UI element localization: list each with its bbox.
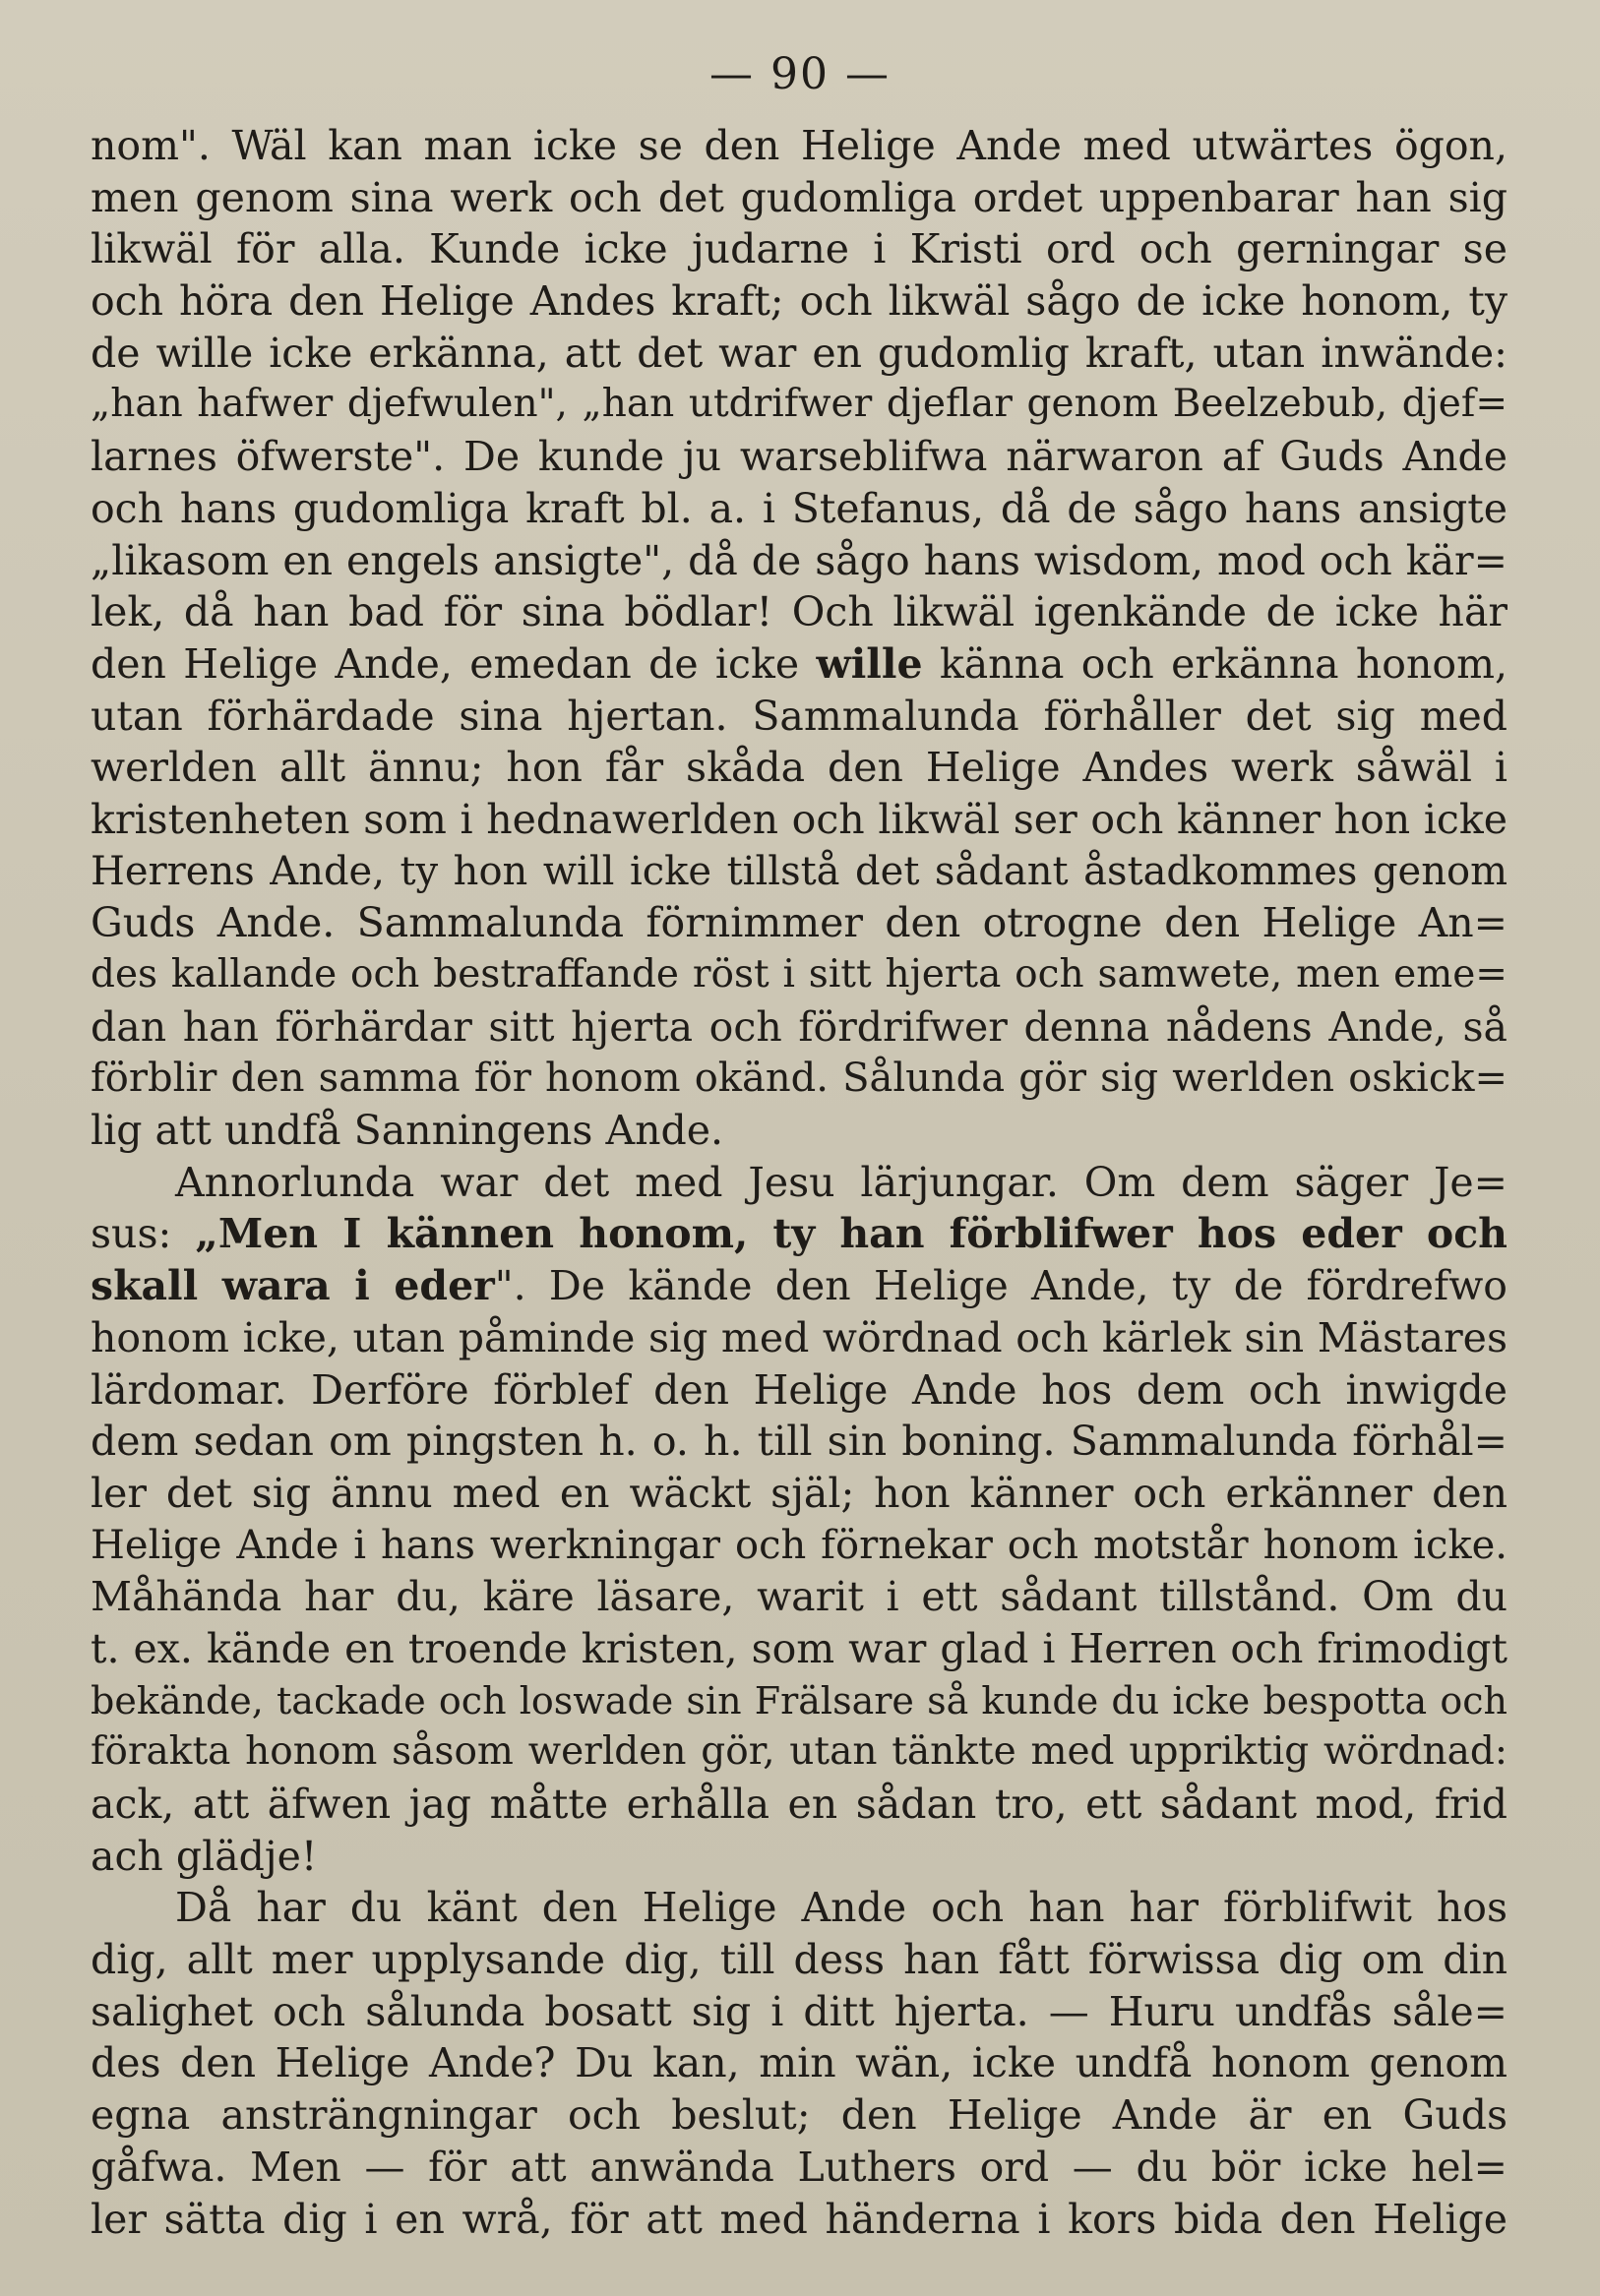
text-line: lek, då han bad för sina bödlar! Och likwäl igenkände de icke här	[91, 588, 1508, 636]
text-line: de wille icke erkänna, att det war en gudomlig kraft, utan inwände:	[91, 329, 1508, 377]
text-segment: känna och erkänna honom,	[922, 639, 1508, 688]
text-line: Herrens Ande, ty hon will icke tillstå det sådant åstadkommes genom	[91, 848, 1508, 894]
text-line: förblir den samma för honom okänd. Sålunda gör sig werlden oskick=	[91, 1056, 1508, 1102]
text-line: „likasom en engels ansigte", då de sågo hans wisdom, mod och kär=	[91, 536, 1508, 584]
text-line: men genom sina werk och det gudomliga ordet uppenbarar han sig	[91, 173, 1508, 221]
text-line: ler det sig ännu med en wäckt själ; hon känner och erkänner den	[91, 1469, 1508, 1517]
text-line: honom icke, utan påminde sig med wördnad och kärlek sin Mästares	[91, 1313, 1508, 1361]
text-line: förakta honom såsom werlden gör, utan tänkte med uppriktig wördnad:	[91, 1729, 1508, 1775]
text-line	[91, 1260, 1508, 1312]
body-text	[91, 120, 1508, 2245]
text-line: werlden allt ännu; hon får skåda den Helige Andes werk såwäl i	[91, 744, 1508, 792]
text-line: bekände, tackade och loswade sin Frälsare så kunde du icke bespotta och	[91, 1678, 1508, 1722]
text-line: larnes öfwerste". De kunde ju warseblifwa närwaron af Guds Ande	[91, 433, 1508, 481]
text-line: utan förhärdade sina hjertan. Sammalunda förhåller det sig med	[91, 692, 1508, 740]
text-line: ler sätta dig i en wrå, för att med händerna i kors bida den Helige	[91, 2195, 1508, 2243]
text-line: lig att undfå Sanningens Ande.	[91, 1107, 724, 1155]
text-line: ack, att äfwen jag måtte erhålla en sådan tro, ett sådant mod, frid	[91, 1781, 1508, 1828]
text-line: lärdomar. Derföre förblef den Helige Ande hos dem och inwigde	[91, 1365, 1508, 1414]
text-line: „han hafwer djefwulen", „han utdrifwer djeflar genom Beelzebub, djef=	[91, 382, 1508, 427]
text-line: dem sedan om pingsten h. o. h. till sin boning. Sammalunda förhål=	[91, 1418, 1508, 1466]
text-line: Måhända har du, käre läsare, warit i ett sådant tillstånd. Om du	[91, 1573, 1508, 1621]
text-line: och höra den Helige Andes kraft; och likwäl sågo de icke honom, ty	[91, 277, 1508, 326]
text-line: salighet och sålunda bosatt sig i ditt hjerta. — Huru undfås såle=	[91, 1987, 1508, 2035]
text-line: des kallande och bestraffande röst i sitt hjerta och samwete, men eme=	[91, 952, 1508, 997]
text-line: des den Helige Ande? Du kan, min wän, icke undfå honom genom	[91, 2039, 1508, 2087]
text-line: Guds Ande. Sammalunda förnimmer den otrogne den Helige An=	[91, 899, 1508, 947]
text-segment: den Helige Ande, emedan de icke	[91, 639, 817, 688]
page-number: — 90 —	[709, 49, 891, 99]
text-line: dig, allt mer upplysande dig, till dess han fått förwissa dig om din	[91, 1936, 1508, 1984]
text-line: gåfwa. Men — för att anwända Luthers ord — du bör icke hel=	[91, 2143, 1508, 2191]
text-line: likwäl för alla. Kunde icke judarne i Kristi ord och gerningar se	[91, 225, 1508, 273]
text-segment: ". De kände den Helige Ande, ty de fördrefwo	[494, 1262, 1508, 1310]
text-line: egna ansträngningar och beslut; den Helige Ande är en Guds	[91, 2091, 1508, 2140]
emphasized-text: wille	[816, 639, 923, 688]
text-line: nom". Wäl kan man icke se den Helige Ande med utwärtes ögon,	[91, 122, 1508, 169]
text-line: Helige Ande i hans werkningar och förnekar och motstår honom icke.	[91, 1522, 1508, 1568]
text-line: Då har du känt den Helige Ande och han har förblifwit hos	[175, 1884, 1508, 1932]
text-line	[91, 1208, 1508, 1260]
text-line: Annorlunda war det med Jesu lärjungar. Om dem säger Je=	[175, 1158, 1508, 1206]
text-line	[91, 638, 1508, 691]
text-line: kristenheten som i hednawerlden och likwäl ser och känner hon icke	[91, 795, 1508, 843]
text-line: och hans gudomliga kraft bl. a. i Stefanus, då de sågo hans ansigte	[91, 484, 1508, 532]
text-line: dan han förhärdar sitt hjerta och fördrifwer denna nådens Ande, så	[91, 1002, 1508, 1051]
text-segment: sus:	[91, 1210, 196, 1258]
emphasized-text: skall wara i eder	[91, 1262, 495, 1310]
text-line: t. ex. kände en troende kristen, som war glad i Herren och frimodigt	[91, 1624, 1508, 1672]
text-line: ach glädje!	[91, 1832, 318, 1880]
emphasized-text: „Men I kännen honom, ty han förblifwer hos eder och	[195, 1210, 1508, 1258]
